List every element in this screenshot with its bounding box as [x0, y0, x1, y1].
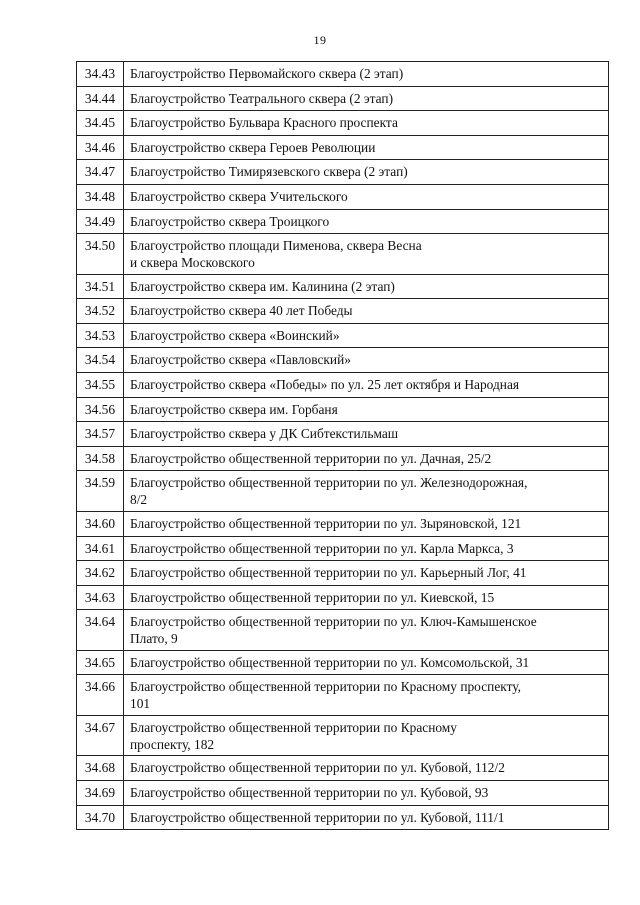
- row-description: Благоустройство общественной территории по Красному проспекту, 182: [124, 715, 609, 756]
- row-number: 34.64: [77, 610, 124, 651]
- row-description: Благоустройство общественной территории по Красному проспекту, 101: [124, 675, 609, 716]
- items-table: [76, 61, 609, 830]
- row-number: 34.51: [77, 274, 124, 299]
- table-row: [77, 780, 609, 805]
- row-number: 34.49: [77, 209, 124, 234]
- table-row: [77, 715, 609, 756]
- table-row: [77, 209, 609, 234]
- row-number: 34.61: [77, 536, 124, 561]
- row-number: 34.43: [77, 62, 124, 87]
- row-number: 34.68: [77, 756, 124, 781]
- table-row: [77, 610, 609, 651]
- row-description: Благоустройство площади Пименова, сквера Весна и сквера Московского: [124, 234, 609, 275]
- row-description: Благоустройство сквера Учительского: [124, 184, 609, 209]
- row-number: 34.53: [77, 323, 124, 348]
- table-row: [77, 397, 609, 422]
- row-description: Благоустройство Тимирязевского сквера (2 этап): [124, 160, 609, 185]
- row-description: Благоустройство общественной территории по ул. Карьерный Лог, 41: [124, 561, 609, 586]
- row-description: Благоустройство общественной территории по ул. Дачная, 25/2: [124, 446, 609, 471]
- row-description: Благоустройство общественной территории по ул. Комсомольской, 31: [124, 650, 609, 675]
- table-row: [77, 422, 609, 447]
- row-description: Благоустройство общественной территории по ул. Зыряновской, 121: [124, 511, 609, 536]
- table-row: [77, 446, 609, 471]
- row-description: Благоустройство общественной территории по ул. Карла Маркса, 3: [124, 536, 609, 561]
- row-description: Благоустройство сквера у ДК Сибтекстильмаш: [124, 422, 609, 447]
- row-description: Благоустройство общественной территории по ул. Кубовой, 111/1: [124, 805, 609, 830]
- row-number: 34.55: [77, 373, 124, 398]
- row-description: Благоустройство общественной территории по ул. Ключ-Камышенское Плато, 9: [124, 610, 609, 651]
- table-row: [77, 274, 609, 299]
- row-number: 34.57: [77, 422, 124, 447]
- row-number: 34.47: [77, 160, 124, 185]
- row-number: 34.69: [77, 780, 124, 805]
- items-table-body: [77, 62, 609, 830]
- row-number: 34.65: [77, 650, 124, 675]
- row-description: Благоустройство сквера 40 лет Победы: [124, 299, 609, 324]
- table-row: [77, 675, 609, 716]
- row-number: 34.56: [77, 397, 124, 422]
- row-number: 34.52: [77, 299, 124, 324]
- table-row: [77, 471, 609, 512]
- row-description: Благоустройство сквера Героев Революции: [124, 135, 609, 160]
- row-description: Благоустройство Первомайского сквера (2 этап): [124, 62, 609, 87]
- row-description: Благоустройство общественной территории по ул. Кубовой, 93: [124, 780, 609, 805]
- table-row: [77, 805, 609, 830]
- table-row: [77, 111, 609, 136]
- row-number: 34.54: [77, 348, 124, 373]
- row-number: 34.60: [77, 511, 124, 536]
- table-row: [77, 536, 609, 561]
- row-description: Благоустройство общественной территории по ул. Киевской, 15: [124, 585, 609, 610]
- table-row: [77, 561, 609, 586]
- row-number: 34.44: [77, 86, 124, 111]
- row-description: Благоустройство сквера Троицкого: [124, 209, 609, 234]
- table-row: [77, 184, 609, 209]
- table-row: [77, 756, 609, 781]
- table-row: [77, 348, 609, 373]
- row-number: 34.46: [77, 135, 124, 160]
- row-number: 34.63: [77, 585, 124, 610]
- row-description: Благоустройство общественной территории по ул. Кубовой, 112/2: [124, 756, 609, 781]
- row-number: 34.48: [77, 184, 124, 209]
- table-row: [77, 135, 609, 160]
- row-description: Благоустройство сквера «Павловский»: [124, 348, 609, 373]
- row-number: 34.45: [77, 111, 124, 136]
- row-description: Благоустройство Бульвара Красного проспекта: [124, 111, 609, 136]
- row-number: 34.59: [77, 471, 124, 512]
- row-description: Благоустройство сквера им. Горбаня: [124, 397, 609, 422]
- table-row: [77, 160, 609, 185]
- table-row: [77, 86, 609, 111]
- row-description: Благоустройство сквера «Победы» по ул. 25 лет октября и Народная: [124, 373, 609, 398]
- table-row: [77, 650, 609, 675]
- row-description: Благоустройство Театрального сквера (2 этап): [124, 86, 609, 111]
- table-row: [77, 62, 609, 87]
- table-row: [77, 511, 609, 536]
- row-description: Благоустройство сквера им. Калинина (2 этап): [124, 274, 609, 299]
- row-number: 34.50: [77, 234, 124, 275]
- table-row: [77, 323, 609, 348]
- table-row: [77, 234, 609, 275]
- row-number: 34.62: [77, 561, 124, 586]
- row-number: 34.58: [77, 446, 124, 471]
- row-number: 34.67: [77, 715, 124, 756]
- table-row: [77, 373, 609, 398]
- table-row: [77, 585, 609, 610]
- row-description: Благоустройство общественной территории по ул. Железнодорожная, 8/2: [124, 471, 609, 512]
- table-row: [77, 299, 609, 324]
- row-number: 34.70: [77, 805, 124, 830]
- row-number: 34.66: [77, 675, 124, 716]
- page-number: 19: [313, 33, 327, 47]
- row-description: Благоустройство сквера «Воинский»: [124, 323, 609, 348]
